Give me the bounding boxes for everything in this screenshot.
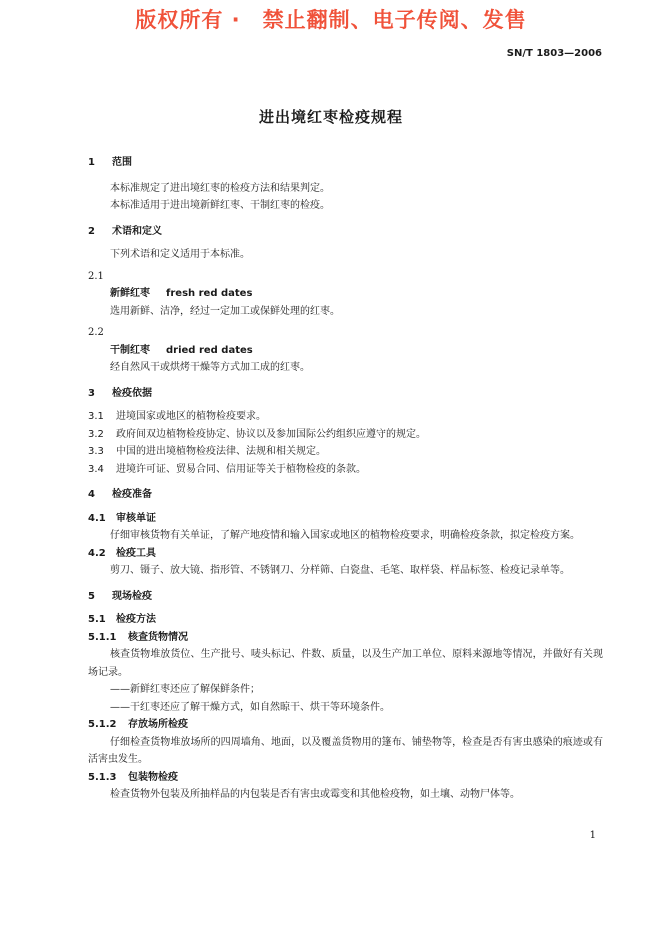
term-heading: 新鲜红枣 fresh red dates (110, 288, 253, 299)
term-definition: 经自然风干或烘烤干燥等方式加工成的红枣。 (110, 362, 310, 373)
page-number: 1 (589, 830, 596, 841)
paragraph: 核查货物堆放货位、生产批号、唛头标记、件数、质量，以及生产加工单位、原料来源地等情况，并做好有关现场记录。 (88, 649, 603, 678)
section-heading: 4 检疫准备 (88, 489, 152, 500)
clause-number: 2.1 (88, 270, 104, 282)
copyright-watermark: 版权所有 · 禁止翻制、电子传阅、发售 (135, 8, 527, 32)
term-heading: 干制红枣 dried red dates (110, 344, 253, 356)
section-heading: 3 检疫依据 (88, 387, 152, 399)
clause-number: 2.2 (88, 327, 104, 338)
dash-list-item: ——新鲜红枣还应了解保鲜条件； (110, 684, 260, 695)
section-heading: 5 现场检疫 (88, 590, 152, 602)
paragraph: 下列术语和定义适用于本标准。 (110, 249, 250, 260)
document-body (88, 154, 603, 804)
list-item: 3.1 进境国家或地区的植物检疫要求。 (88, 411, 266, 422)
paragraph: 仔细审核货物有关单证，了解产地疫情和输入国家或地区的植物检疫要求，明确检疫条款，拟定检疫方案。 (110, 530, 580, 541)
paragraph: 本标准规定了进出境红枣的检疫方法和结果判定。 (110, 182, 330, 194)
term-definition: 选用新鲜、洁净，经过一定加工或保鲜处理的红枣。 (110, 305, 340, 317)
section-heading: 1 范围 (88, 157, 132, 168)
document-title: 进出境红枣检疫规程 (258, 108, 403, 126)
subsection-heading: 4.2 检疫工具 (88, 547, 156, 559)
paragraph: 剪刀、镊子、放大镜、指形管、不锈钢刀、分样筛、白瓷盘、毛笔、取样袋、样品标签、检疫记录单等。 (110, 565, 570, 576)
subsection-heading: 4.1 审核单证 (88, 512, 156, 524)
subsection-heading: 5.1.3 包装物检疫 (88, 771, 178, 783)
subsection-heading: 5.1.2 存放场所检疫 (88, 719, 188, 730)
list-item: 3.2 政府间双边植物检疫协定、协议以及参加国际公约组织应遵守的规定。 (88, 428, 426, 440)
paragraph: 检查货物外包装及所抽样品的内包装是否有害虫或霉变和其他检疫物，如土壤、动物尸体等。 (110, 789, 520, 800)
list-item: 3.4 进境许可证、贸易合同、信用证等关于植物检疫的条款。 (88, 463, 366, 475)
list-item: 3.3 中国的进出境植物检疫法律、法规和相关规定。 (88, 446, 326, 457)
subsection-heading: 5.1.1 核查货物情况 (88, 631, 188, 643)
paragraph: 仔细检查货物堆放场所的四周墙角、地面，以及覆盖货物用的篷布、铺垫物等，检查是否有害虫感染的痕迹或有活害虫发生。 (88, 736, 603, 765)
standard-number: SN/T 1803—2006 (506, 48, 602, 59)
paragraph: 本标准适用于进出境新鲜红枣、干制红枣的检疫。 (110, 200, 330, 211)
subsection-heading: 5.1 检疫方法 (88, 614, 156, 625)
section-heading: 2 术语和定义 (88, 225, 162, 237)
dash-list-item: ——干红枣还应了解干燥方式，如自然晾干、烘干等环境条件。 (110, 701, 390, 713)
